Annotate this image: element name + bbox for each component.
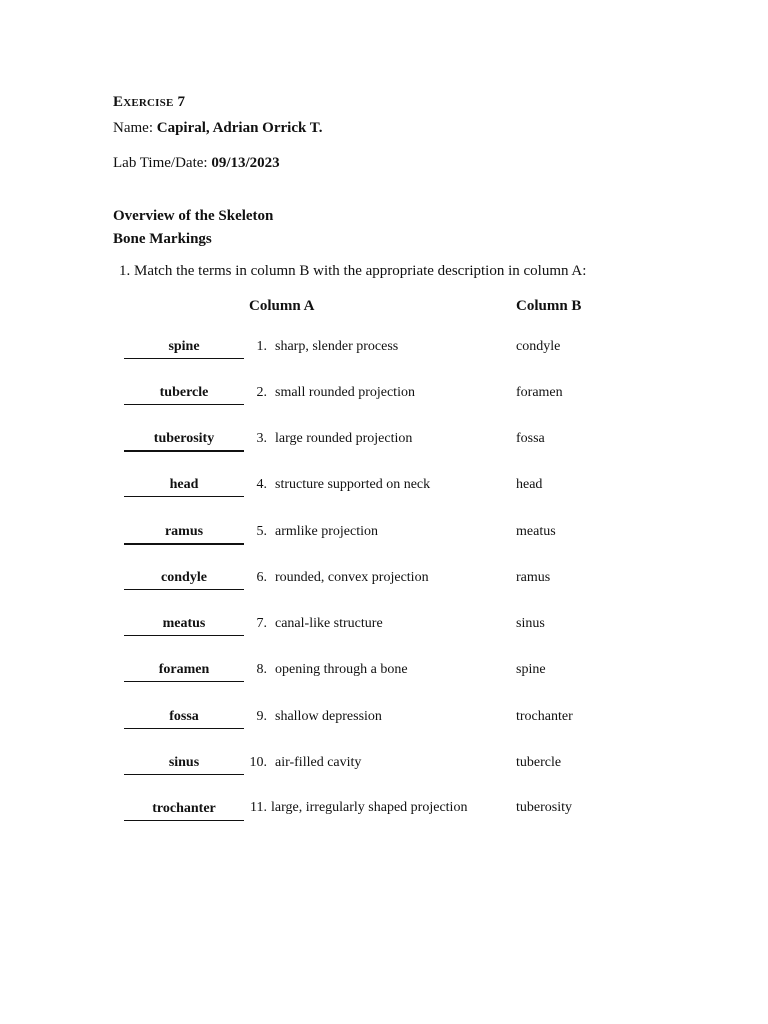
item-number: 7. xyxy=(256,616,267,631)
answer-field[interactable]: foramen xyxy=(124,659,244,682)
item-number: 6. xyxy=(256,570,267,585)
description: sharp, slender process xyxy=(275,339,399,354)
item-number: 9. xyxy=(256,709,267,724)
column-b-term: foramen xyxy=(516,385,563,400)
description: large rounded projection xyxy=(275,431,413,446)
item-number: 5. xyxy=(256,524,267,539)
answer-field[interactable]: spine xyxy=(124,336,244,359)
answer-field[interactable]: condyle xyxy=(124,567,244,590)
description: armlike projection xyxy=(275,524,379,539)
answer-field[interactable]: meatus xyxy=(124,613,244,636)
lab-date-value: 09/13/2023 xyxy=(211,155,280,171)
column-b-term: tuberosity xyxy=(516,800,572,815)
name-line xyxy=(113,120,322,137)
column-b-term: sinus xyxy=(516,616,545,631)
description: rounded, convex projection xyxy=(275,570,429,585)
answer-field[interactable]: sinus xyxy=(124,752,244,775)
column-b-term: ramus xyxy=(516,570,551,585)
description: shallow depression xyxy=(275,709,382,724)
item-number: 11. xyxy=(250,800,267,815)
description: large, irregularly shaped projection xyxy=(271,800,468,815)
column-b-term: condyle xyxy=(516,339,561,354)
column-b-term: head xyxy=(516,477,543,492)
item-number: 10. xyxy=(249,755,267,770)
lab-date-label: Lab Time/Date: xyxy=(113,155,212,171)
section-subtitle: Bone Markings xyxy=(113,231,212,247)
name-label: Name: xyxy=(113,120,157,136)
description: air-filled cavity xyxy=(275,755,362,770)
item-number: 4. xyxy=(256,477,267,492)
answer-field[interactable]: trochanter xyxy=(124,798,244,821)
answer-field[interactable]: ramus xyxy=(124,521,244,545)
item-number: 8. xyxy=(256,662,267,677)
description: structure supported on neck xyxy=(275,477,431,492)
column-b-heading: Column B xyxy=(516,298,582,314)
exercise-title: Exercise 7 xyxy=(113,94,186,110)
item-number: 3. xyxy=(256,431,267,446)
column-b-term: meatus xyxy=(516,524,556,539)
description: canal-like structure xyxy=(275,616,383,631)
answer-field[interactable]: fossa xyxy=(124,706,244,729)
section-title: Overview of the Skeleton xyxy=(113,208,274,224)
answer-field[interactable]: head xyxy=(124,474,244,497)
description: small rounded projection xyxy=(275,385,415,400)
student-name: Capiral, Adrian Orrick T. xyxy=(156,120,323,136)
answer-field[interactable]: tubercle xyxy=(124,382,244,405)
column-b-term: spine xyxy=(516,662,546,677)
column-b-term: tubercle xyxy=(516,755,562,770)
column-b-term: fossa xyxy=(516,431,545,446)
answer-field[interactable]: tuberosity xyxy=(124,428,244,452)
question-text: 1. Match the terms in column B with the appropriate description in column A: xyxy=(119,263,587,279)
description: opening through a bone xyxy=(275,662,408,677)
lab-date-line xyxy=(113,155,280,172)
item-number: 1. xyxy=(256,339,267,354)
column-a-heading: Column A xyxy=(249,298,315,314)
item-number: 2. xyxy=(256,385,267,400)
column-b-term: trochanter xyxy=(516,709,573,724)
